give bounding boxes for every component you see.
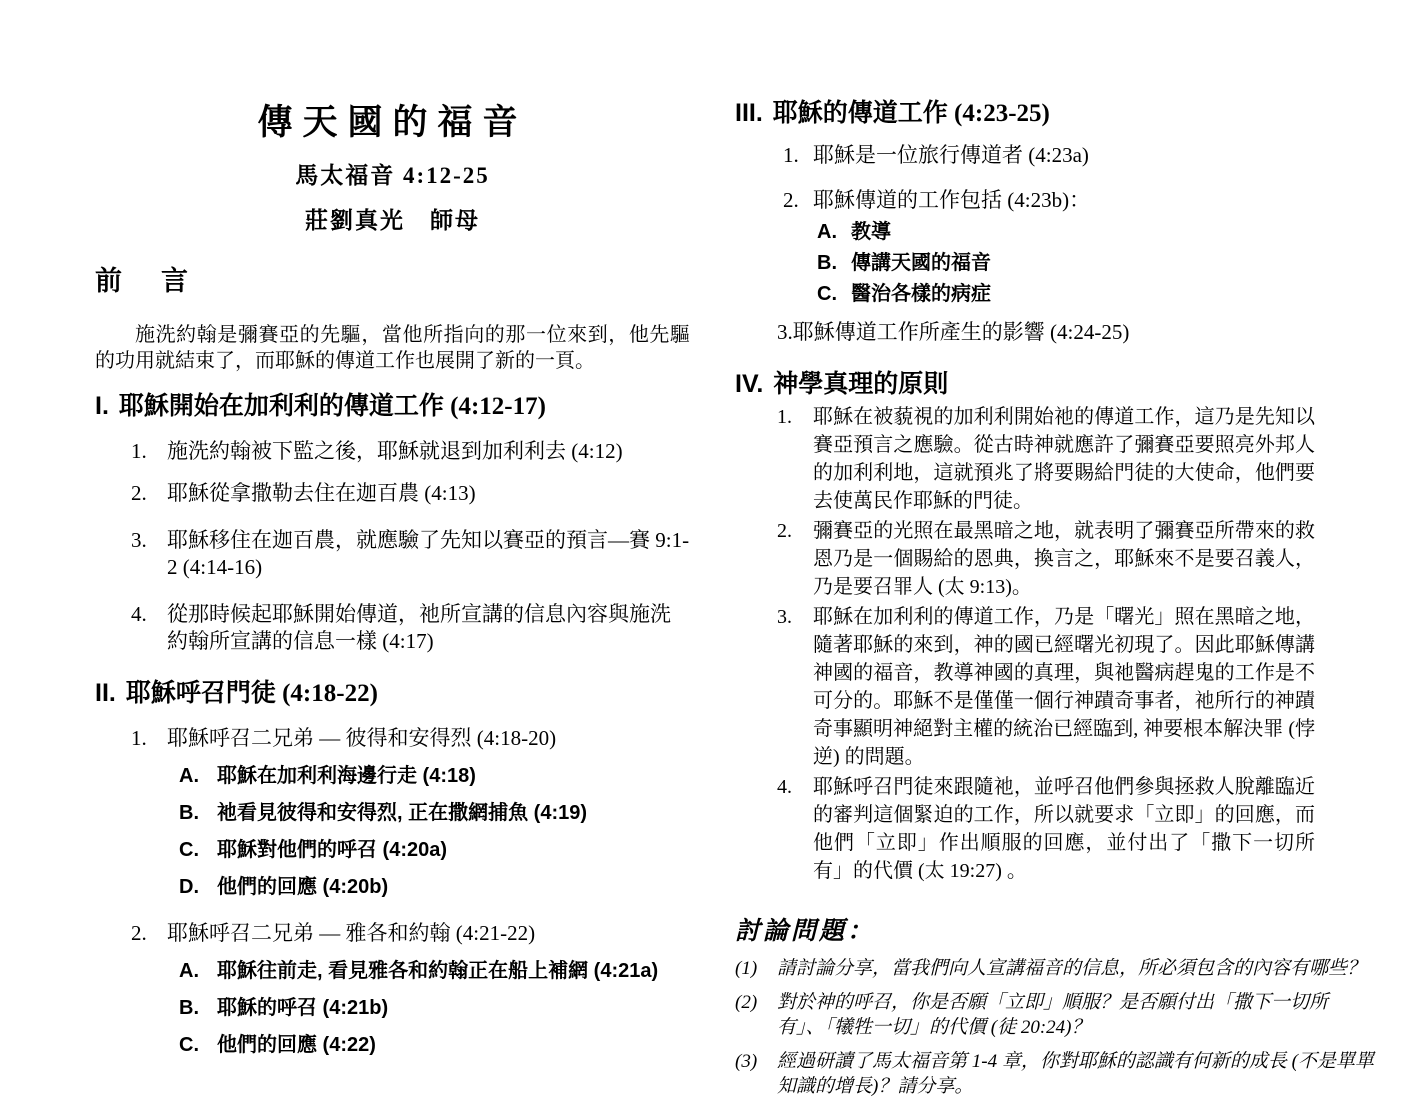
subitem-text: 耶穌在加利利海邊行走 (4:18) — [217, 765, 476, 787]
item-label: 3. — [131, 528, 147, 552]
section-ii-heading — [95, 677, 690, 710]
discussion-heading: 討論問題： — [735, 918, 876, 945]
sub-list-item — [817, 219, 1375, 245]
sub-list-item — [179, 800, 690, 826]
question-text: 請討論分享，當我們向人宣講福音的信息，所必須包含的內容有哪些？ — [777, 958, 1367, 979]
item-label: 1. — [131, 726, 147, 750]
subitem-label: A. — [179, 765, 199, 787]
list-item — [783, 142, 1375, 169]
principle-paragraph — [777, 403, 1375, 515]
section-ii-title: 耶穌呼召門徒 (4:18-22) — [125, 680, 378, 707]
item-text: 耶穌呼召二兄弟 — 彼得和安得烈 (4:18-20) — [167, 726, 557, 750]
subitem-text: 他們的回應 (4:20b) — [217, 876, 389, 898]
item-text: 施洗約翰被下監之後，耶穌就退到加利利去 (4:12) — [167, 439, 623, 463]
principle-paragraph — [777, 603, 1375, 771]
item-label: 3. — [777, 320, 793, 344]
item-text: 彌賽亞的光照在最黑暗之地，就表明了彌賽亞所帶來的救恩乃是一個賜給的恩典，換言之，耶穌來不是要召義人，乃是要召罪人 (太 9:13)。 — [813, 520, 1315, 598]
subitem-text: 耶穌對他們的呼召 (4:20a) — [217, 839, 448, 861]
item-label: 4. — [777, 776, 792, 798]
page-title: 傳天國的福音 — [257, 103, 528, 142]
sub-list-item — [179, 958, 690, 984]
item-text: 耶穌在加利利的傳道工作，乃是「曙光」照在黑暗之地，隨著耶穌的來到，神的國已經曙光初現了。因此耶穌傳講神國的福音，教導神國的真理，與祂醫病趕鬼的工作是不可分的。耶穌不是僅僅一個行神蹟奇事者，祂所行的神蹟奇事顯明神絕對主權的統治已經臨到, 神要根本解決罪 (悖逆) 的問題。 — [813, 606, 1315, 768]
list-item — [777, 319, 1375, 346]
item-label: 2. — [131, 921, 147, 945]
sub-list-item — [817, 281, 1375, 307]
discussion-section — [735, 911, 1375, 1099]
subitem-label: B. — [179, 802, 199, 824]
subitem-label: C. — [179, 1034, 199, 1056]
question-text: 經過研讀了馬太福音第 1-4 章，你對耶穌的認識有何新的成長 (不是單單知識的增長)？請分享。 — [777, 1051, 1374, 1097]
list-item — [131, 438, 690, 465]
subitem-text: 他們的回應 (4:22) — [217, 1034, 376, 1056]
section-ii — [95, 677, 690, 1058]
list-item — [131, 527, 690, 581]
subitem-label: B. — [817, 252, 837, 274]
item-label: 1. — [131, 439, 147, 463]
list-item — [131, 725, 690, 752]
item-text: 耶穌是一位旅行傳道者 (4:23a) — [813, 143, 1089, 167]
section-i-heading — [95, 390, 690, 423]
item-text: 耶穌移住在迦百農，就應驗了先知以賽亞的預言—賽 9:1-2 (4:14-16) — [167, 528, 690, 579]
list-item — [131, 920, 690, 947]
item-label: 1. — [783, 143, 799, 167]
item-label: 3. — [777, 606, 792, 628]
sub-list-item — [179, 763, 690, 789]
section-iv-title: 神學真理的原則 — [773, 371, 949, 398]
subitem-text: 傳講天國的福音 — [851, 252, 991, 274]
section-i-title: 耶穌開始在加利利的傳道工作 (4:12-17) — [118, 393, 546, 420]
subitem-label: A. — [817, 221, 837, 243]
item-label: 4. — [131, 602, 147, 626]
left-column — [95, 95, 690, 1058]
scripture-reference: 馬太福音 4:12-25 — [295, 163, 490, 188]
subitem-label: A. — [179, 960, 199, 982]
preface-heading: 前 言 — [95, 266, 194, 296]
subitem-label: B. — [179, 997, 199, 1019]
discussion-question — [735, 956, 1375, 981]
principle-paragraph — [777, 517, 1375, 601]
sub-list-item — [179, 837, 690, 863]
subitem-label: C. — [817, 283, 837, 305]
question-label: (1) — [735, 958, 758, 979]
subitem-text: 醫治各樣的病症 — [851, 283, 991, 305]
question-label: (3) — [735, 1051, 758, 1072]
subitem-label: C. — [179, 839, 199, 861]
sub-list-item — [817, 250, 1375, 276]
item-label: 2. — [777, 520, 792, 542]
discussion-question — [735, 1049, 1375, 1099]
item-text: 從那時候起耶穌開始傳道，祂所宣講的信息內容與施洗約翰所宣講的信息一樣 (4:17) — [167, 602, 671, 653]
item-text: 耶穌在被藐視的加利利開始祂的傳道工作，這乃是先知以賽亞預言之應驗。從古時神就應許了彌賽亞要照亮外邦人的加利利地，這就預兆了將要賜給門徒的大使命，他們要去使萬民作耶穌的門徒。 — [813, 406, 1315, 512]
item-text: 耶穌呼召二兄弟 — 雅各和約翰 (4:21-22) — [167, 921, 536, 945]
section-i — [95, 390, 690, 655]
list-item — [131, 601, 690, 655]
section-iii-title: 耶穌的傳道工作 (4:23-25) — [772, 100, 1050, 127]
preface-paragraph: 施洗約翰是彌賽亞的先驅，當他所指向的那一位來到，他先驅的功用就結束了，而耶穌的傳道工作也展開了新的一頁。 — [95, 324, 690, 372]
item-text: 耶穌從拿撒勒去住在迦百農 (4:13) — [167, 481, 476, 505]
list-item — [783, 187, 1375, 214]
discussion-question — [735, 990, 1375, 1040]
list-item — [131, 480, 690, 507]
item-label: 2. — [131, 481, 147, 505]
section-i-numeral: I. — [95, 392, 109, 420]
item-label: 2. — [783, 188, 799, 212]
item-text: 耶穌傳道工作所產生的影響 (4:24-25) — [792, 320, 1130, 344]
author-line: 莊劉真光 師母 — [305, 208, 480, 233]
section-iv — [735, 368, 1375, 885]
subitem-text: 耶穌的呼召 (4:21b) — [217, 997, 389, 1019]
sub-list-item — [179, 874, 690, 900]
sub-list-item — [179, 1032, 690, 1058]
question-text: 對於神的呼召，你是否願「立即」順服？是否願付出「撒下一切所有」、「犧牲一切」的代價 (徒 20:24)？ — [777, 992, 1329, 1038]
section-iii — [735, 97, 1375, 346]
item-text: 耶穌呼召門徒來跟隨祂，並呼召他們參與拯救人脫離臨近的審判這個緊迫的工作，所以就要求「立即」的回應，而他們「立即」作出順服的回應，並付出了「撒下一切所有」的代價 (太 19:27) 。 — [813, 776, 1315, 882]
principle-paragraph — [777, 773, 1375, 885]
subitem-text: 耶穌往前走, 看見雅各和約翰正在船上補網 (4:21a) — [217, 960, 659, 982]
section-ii-numeral: II. — [95, 679, 116, 707]
section-iii-heading — [735, 97, 1375, 130]
section-iv-heading — [735, 368, 1375, 401]
section-iii-numeral: III. — [735, 99, 763, 127]
subitem-text: 教導 — [851, 221, 891, 243]
subitem-text: 祂看見彼得和安得烈, 正在撒網捕魚 (4:19) — [217, 802, 588, 824]
item-label: 1. — [777, 406, 792, 428]
right-column — [735, 95, 1375, 1099]
section-iv-numeral: IV. — [735, 370, 764, 398]
subitem-label: D. — [179, 876, 199, 898]
sub-list-item — [179, 995, 690, 1021]
question-label: (2) — [735, 992, 758, 1013]
item-text: 耶穌傳道的工作包括 (4:23b)： — [813, 188, 1091, 212]
